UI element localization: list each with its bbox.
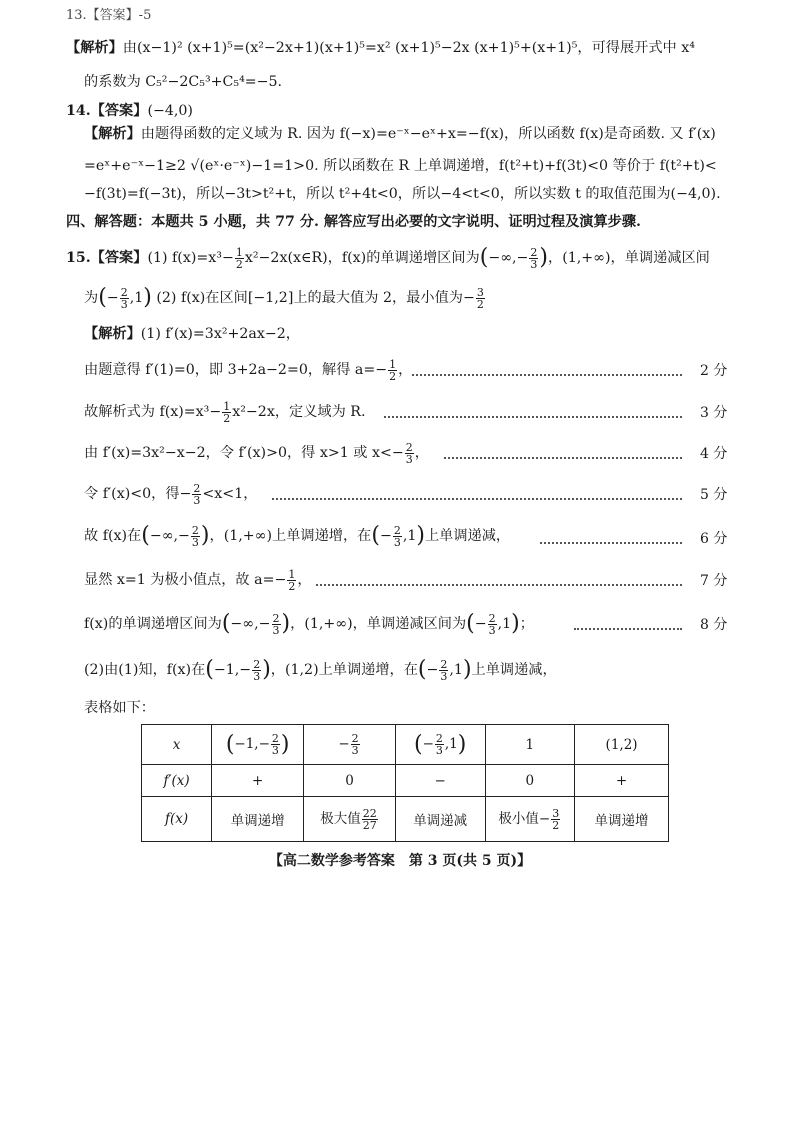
- left-paren: (: [371, 523, 380, 548]
- table-cell: 0: [485, 765, 575, 797]
- fraction-denominator: 3: [193, 493, 201, 507]
- fraction-denominator: 3: [440, 669, 448, 683]
- left-paren: (: [479, 245, 489, 270]
- cell-text: f′(x): [163, 772, 190, 789]
- table-cell: 单调递减: [395, 797, 485, 842]
- table-cell: [304, 725, 396, 765]
- leader-dots: [444, 457, 682, 459]
- fraction-numerator: 2: [271, 732, 279, 745]
- fraction-denominator: 3: [405, 452, 413, 466]
- fraction-two-thirds: [439, 659, 448, 682]
- q14-answer: [66, 101, 193, 121]
- right-paren: ): [416, 523, 425, 548]
- right-paren: ): [511, 611, 520, 636]
- right-paren: ): [143, 285, 152, 310]
- table-cell: 0: [304, 765, 396, 797]
- step-text: ；: [519, 616, 534, 632]
- interval-text: −: [106, 290, 119, 306]
- fraction-one-half: [388, 359, 397, 382]
- fraction-denominator: 3: [272, 623, 280, 637]
- table-cell: +: [575, 765, 669, 797]
- fraction-numerator: 2: [120, 285, 128, 299]
- table-row: [142, 797, 669, 842]
- q14-analysis-line1: [84, 124, 716, 144]
- leader-dots: [316, 584, 682, 586]
- right-paren: ): [280, 732, 290, 757]
- monotonicity-table: [141, 724, 669, 842]
- q15-analysis-tag: 【解析】: [84, 326, 141, 342]
- step-text: ，(1,+∞)，单调递减区间为: [290, 616, 467, 632]
- cell-text: −: [338, 736, 350, 752]
- table-cell: 1: [485, 725, 575, 765]
- table-cell: [304, 797, 396, 842]
- q14-analysis-text: 由题得函数的定义域为 R. 因为 f(−x)=e⁻ˣ−eˣ+x=−f(x)，所以函数 f(x)是奇函数. 又 f′(x): [140, 126, 716, 142]
- q15-answer-text: (1) f(x)=x³−: [147, 250, 234, 266]
- fraction-denominator: 3: [271, 744, 279, 757]
- fraction-denominator: 3: [253, 669, 261, 683]
- q15-analysis-text: (1) f′(x)=3x²+2ax−2，: [140, 326, 300, 342]
- q15-answer-text: ，(1,+∞)，单调递减区间: [548, 250, 710, 266]
- left-paren: (: [417, 657, 427, 682]
- fraction-denominator: 3: [191, 535, 199, 549]
- interval-text: −∞,−: [230, 616, 271, 632]
- fraction-numerator: 2: [393, 523, 401, 537]
- fraction-numerator: 1: [235, 245, 243, 259]
- fraction-two-thirds: [529, 247, 538, 270]
- fraction-numerator: 2: [488, 611, 496, 625]
- interval-text: −∞,−: [488, 250, 529, 266]
- left-paren: (: [466, 611, 475, 636]
- step-text: ，: [414, 445, 429, 461]
- q15-step7: [84, 610, 534, 638]
- fraction-max-value: [362, 808, 378, 831]
- interval-text: −1,−: [213, 662, 252, 678]
- fraction-two-thirds: [393, 525, 402, 548]
- step-text: ，(1,2)上单调递增，在: [270, 662, 418, 678]
- fraction-numerator: 2: [191, 523, 199, 537]
- step-text: ，(1,+∞)上单调递增，在: [209, 528, 372, 544]
- fraction-numerator: 2: [253, 657, 261, 671]
- fraction-one-half: [287, 569, 296, 592]
- q14-answer-label: 14.【答案】: [66, 103, 148, 119]
- left-paren: (: [141, 523, 150, 548]
- interval-text: ,1: [129, 290, 144, 306]
- q14-answer-value: (−4,0): [147, 103, 193, 119]
- q15-step4: [84, 480, 257, 508]
- q15-step2: [84, 398, 365, 426]
- fraction-numerator: 2: [435, 732, 443, 745]
- right-paren: ): [539, 245, 549, 270]
- fraction-numerator: 2: [351, 732, 359, 745]
- table-intro: 表格如下：: [84, 700, 155, 716]
- right-paren: ): [262, 657, 271, 682]
- score-points: 3 分: [700, 405, 728, 421]
- q13-analysis-text: 由(x−1)² (x+1)⁵=(x²−2x+1)(x+1)⁵=x² (x+1)⁵−2x (x+1)⁵+(x+1)⁵，可得展开式中 x⁴: [122, 40, 695, 56]
- right-paren: ): [462, 657, 472, 682]
- right-paren: ): [281, 611, 291, 636]
- table-cell: −: [395, 765, 485, 797]
- cell-text: −1,−: [234, 736, 270, 752]
- table-cell: [485, 797, 575, 842]
- leader-dots: [412, 374, 682, 376]
- step-text: 故解析式为 f(x)=x³−: [84, 404, 222, 420]
- left-paren: (: [98, 285, 107, 310]
- q15-answer-line2: [84, 284, 486, 312]
- q15-answer-text: (2) f(x)在区间[−1,2]上的最大值为 2，最小值为−: [151, 290, 475, 306]
- q13-analysis-line1: [66, 38, 695, 58]
- interval-text: ,1: [402, 528, 417, 544]
- fraction-denominator: 3: [120, 297, 128, 311]
- score-points: 2 分: [700, 363, 728, 379]
- fraction-denominator: 2: [223, 411, 231, 425]
- fraction-two-thirds: [120, 287, 129, 310]
- q15-analysis-head: [84, 324, 300, 344]
- interval-text: −: [379, 528, 392, 544]
- q15-step3: [84, 439, 429, 467]
- fraction-numerator: 1: [223, 399, 231, 413]
- fraction-denominator: 2: [389, 369, 397, 383]
- step-text: f(x)的单调递增区间为: [84, 616, 222, 632]
- q15-step6: [84, 566, 312, 594]
- leader-dots: [384, 416, 682, 418]
- right-paren: ): [457, 732, 467, 757]
- step-text: 由 f′(x)=3x²−x−2，令 f′(x)>0，得 x>1 或 x<−: [84, 445, 404, 461]
- cell-text: 极小值−: [498, 811, 551, 827]
- left-paren: (: [205, 657, 214, 682]
- cell-text: x: [172, 736, 181, 753]
- q14-analysis-line2: =eˣ+e⁻ˣ−1≥2 √(eˣ·e⁻ˣ)−1=1>0. 所以函数在 R 上单调递增，f(t²+t)+f(3t)<0 等价于 f(t²+t)<: [84, 158, 717, 174]
- step-text: ，: [398, 362, 413, 378]
- q15-step1: [84, 356, 412, 384]
- fraction-two-thirds: [488, 613, 497, 636]
- fraction-denominator: 2: [288, 579, 296, 593]
- cell-text: −: [422, 736, 434, 752]
- step-text: x²−2x，定义域为 R.: [232, 404, 366, 420]
- left-paren: (: [413, 732, 423, 757]
- left-paren: (: [221, 611, 231, 636]
- fraction-denominator: 3: [351, 744, 359, 757]
- step-text: 上单调递减，: [471, 662, 557, 678]
- section-four-heading: 四、解答题：本题共 5 小题，共 77 分. 解答应写出必要的文字说明、证明过程及演算步骤.: [66, 214, 641, 230]
- interval-text: ,1: [449, 662, 463, 678]
- step-text: (2)由(1)知，f(x)在: [84, 662, 206, 678]
- table-cell: +: [212, 765, 304, 797]
- fraction-two-thirds: [192, 483, 201, 506]
- fraction-three-halves: [551, 808, 560, 831]
- interval-text: ,1: [497, 616, 512, 632]
- fraction-numerator: 3: [552, 807, 560, 820]
- step-text: 上单调递减，: [424, 528, 511, 544]
- interval-text: −: [426, 662, 439, 678]
- table-cell: [212, 725, 304, 765]
- fraction-two-thirds: [272, 613, 281, 636]
- fraction-two-thirds: [271, 733, 280, 756]
- fraction-two-thirds: [435, 733, 444, 756]
- fraction-denominator: 2: [476, 297, 484, 311]
- q15-part2: [84, 656, 557, 684]
- fraction-denominator: 27: [362, 819, 377, 832]
- q15-answer-text: x²−2x(x∈R)，f(x)的单调递增区间为: [244, 250, 480, 266]
- fraction-three-halves: [476, 287, 485, 310]
- right-paren: ): [200, 523, 210, 548]
- table-cell: 单调递增: [212, 797, 304, 842]
- fraction-numerator: 2: [440, 657, 448, 671]
- page-footer: 【高二数学参考答案 第 3 页(共 5 页)】: [268, 853, 532, 869]
- fraction-denominator: 3: [530, 257, 538, 271]
- fraction-one-half: [235, 247, 244, 270]
- table-header-cell: [142, 765, 212, 797]
- q14-analysis-tag: 【解析】: [84, 126, 141, 142]
- fraction-numerator: 3: [476, 285, 484, 299]
- cell-text: f(x): [164, 811, 189, 827]
- step-text: 由题意得 f′(1)=0，即 3+2a−2=0，解得 a=−: [84, 362, 388, 378]
- table-cell: (1,2): [575, 725, 669, 765]
- fraction-denominator: 2: [552, 819, 560, 832]
- fraction-denominator: 3: [393, 535, 401, 549]
- table-row: [142, 765, 669, 797]
- score-points: 5 分: [700, 487, 728, 503]
- leader-dots: [574, 628, 682, 630]
- left-paren: (: [225, 732, 235, 757]
- table-row: [142, 725, 669, 765]
- cell-text: ,1: [444, 736, 458, 752]
- fraction-numerator: 2: [530, 245, 538, 259]
- q13-analysis-tag: 【解析】: [66, 40, 123, 56]
- table-cell: [395, 725, 485, 765]
- q15-step5: [84, 522, 510, 550]
- leader-dots: [272, 498, 682, 500]
- cell-text: 极大值: [320, 811, 361, 827]
- step-text: 故 f(x)在: [84, 528, 142, 544]
- score-points: 4 分: [700, 446, 728, 462]
- fraction-numerator: 2: [272, 611, 280, 625]
- fraction-numerator: 1: [288, 567, 296, 581]
- table-cell: 单调递增: [575, 797, 669, 842]
- fraction-numerator: 1: [389, 357, 397, 371]
- step-text: 令 f′(x)<0，得−: [84, 486, 192, 502]
- table-header-cell: [142, 797, 212, 842]
- cut-off-line: 13.【答案】-5: [66, 8, 152, 23]
- fraction-two-thirds: [405, 442, 414, 465]
- q14-analysis-line3: −f(3t)=f(−3t)，所以−3t>t²+t，所以 t²+4t<0，所以−4<t<0，所以实数 t 的取值范围为(−4,0).: [84, 186, 721, 202]
- fraction-two-thirds: [252, 659, 261, 682]
- score-points: 7 分: [700, 573, 728, 589]
- fraction-numerator: 2: [193, 481, 201, 495]
- fraction-one-half: [222, 401, 231, 424]
- step-text: <x<1，: [202, 486, 258, 502]
- q15-answer-line1: [66, 244, 710, 272]
- score-points: 6 分: [700, 531, 728, 547]
- interval-text: −∞,−: [149, 528, 190, 544]
- fraction-two-thirds: [351, 733, 360, 756]
- table-header-cell: [142, 725, 212, 765]
- leader-dots: [540, 542, 682, 544]
- fraction-numerator: 2: [405, 440, 413, 454]
- fraction-numerator: 22: [362, 807, 377, 820]
- fraction-two-thirds: [191, 525, 200, 548]
- score-points: 8 分: [700, 617, 728, 633]
- interval-text: −: [474, 616, 487, 632]
- fraction-denominator: 3: [488, 623, 496, 637]
- fraction-denominator: 2: [235, 257, 243, 271]
- q15-answer-text: 为: [84, 290, 99, 306]
- step-text: 显然 x=1 为极小值点，故 a=−: [84, 572, 287, 588]
- step-text: ，: [297, 572, 312, 588]
- q13-analysis-line2: 的系数为 C₅²−2C₅³+C₅⁴=−5.: [84, 74, 283, 90]
- fraction-denominator: 3: [435, 744, 443, 757]
- q15-answer-label: 15.【答案】: [66, 250, 148, 266]
